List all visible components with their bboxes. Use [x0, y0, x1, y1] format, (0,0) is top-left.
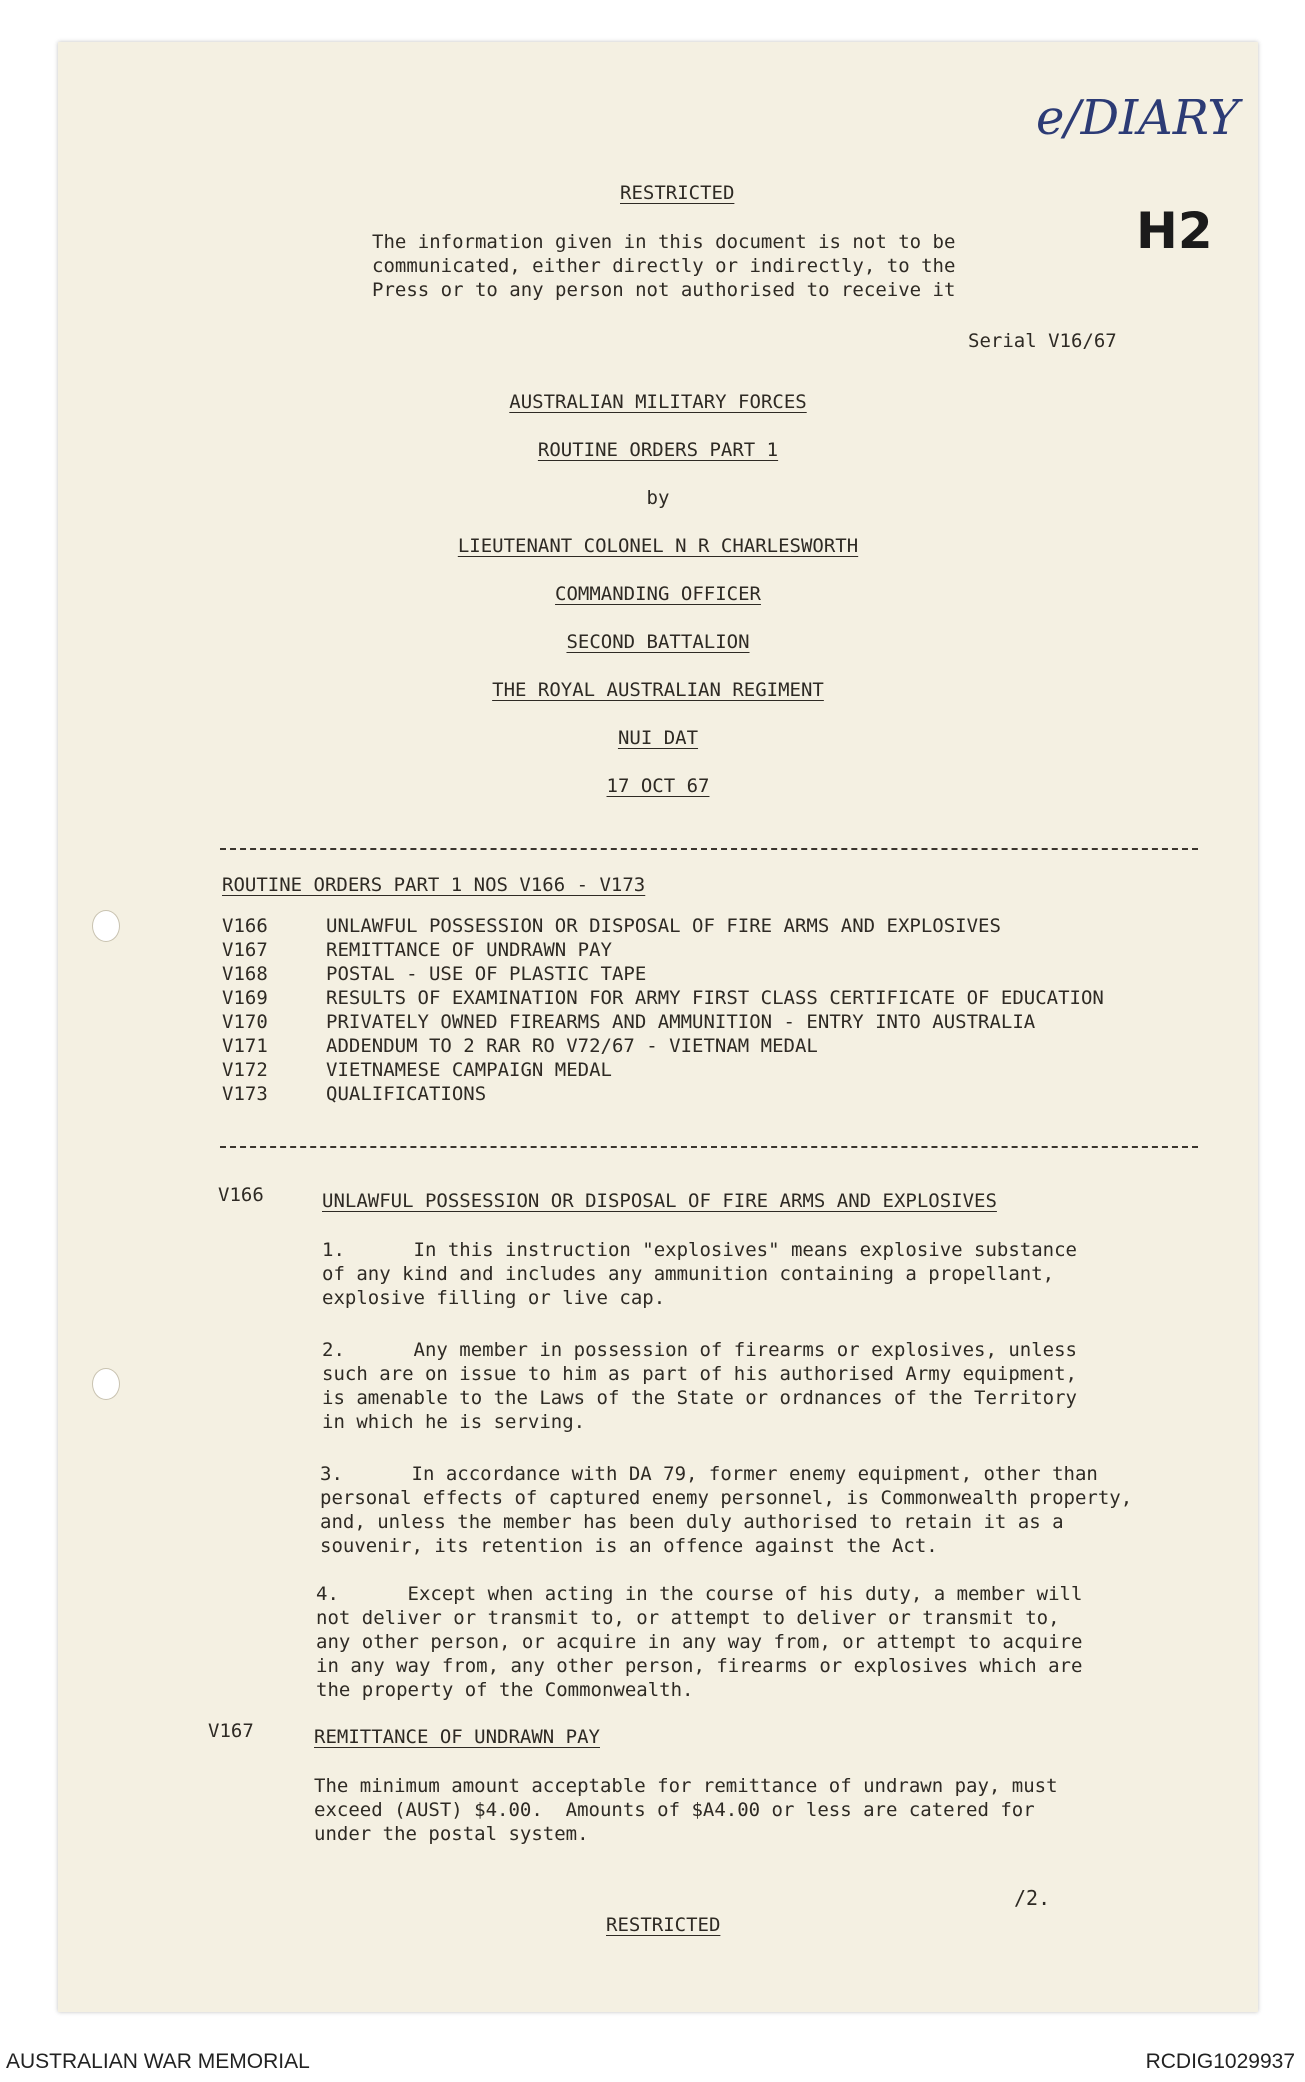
list-item — [222, 986, 1104, 1010]
item-title: VIETNAMESE CAMPAIGN MEDAL — [326, 1059, 612, 1081]
notice-line: communicated, either directly or indirectly, to the — [372, 255, 956, 277]
item-number: V173 — [222, 1083, 268, 1105]
item-title: UNLAWFUL POSSESSION OR DISPOSAL OF FIRE ARMS AND EXPLOSIVES — [326, 915, 1001, 937]
title-location: NUI DAT — [617, 727, 699, 749]
paragraph-3: 3. In accordance with DA 79, former enemy equipment, other than personal effects of captured enemy personnel, is Commonwealth property, and, unless the member has been duly authorised to retain it as a souvenir, its retention is an offence against the Act. — [320, 1463, 1133, 1557]
list-item — [222, 1082, 1104, 1106]
paragraph-v167: The minimum amount acceptable for remittance of undrawn pay, must exceed (AUST) $4.00. Amounts of $A4.00 or less are catered for under the postal system. — [314, 1775, 1058, 1845]
page-marker: /2. — [1014, 1886, 1051, 1910]
title-block — [258, 378, 1058, 810]
section-heading-v166: UNLAWFUL POSSESSION OR DISPOSAL OF FIRE ARMS AND EXPLOSIVES — [322, 1190, 997, 1212]
item-number: V166 — [222, 915, 268, 937]
classification-top: RESTRICTED — [620, 182, 735, 204]
section-number-v166: V166 — [218, 1184, 264, 1206]
paragraph-2: 2. Any member in possession of firearms or explosives, unless such are on issue to him as part of his authorised Army equipment, is amenable to the Laws of the State or ordnances of the Territory in which he is serving. — [322, 1339, 1077, 1433]
list-item — [222, 914, 1104, 938]
classification-bottom: RESTRICTED — [606, 1914, 721, 1936]
title-regiment: THE ROYAL AUSTRALIAN REGIMENT — [492, 679, 824, 701]
item-title: ADDENDUM TO 2 RAR RO V72/67 - VIETNAM MEDAL — [326, 1035, 818, 1057]
paragraph-4: 4. Except when acting in the course of his duty, a member will not deliver or transmit to, or attempt to deliver or transmit to, any other person, or acquire in any way from, or attempt to acquire in any way from, any other person, firearms or explosives which are the property of the Commonwealth. — [316, 1583, 1083, 1701]
document-page — [58, 42, 1258, 2012]
title-commander-role: COMMANDING OFFICER — [555, 583, 761, 605]
item-number: V167 — [222, 939, 268, 961]
divider-top — [220, 848, 1198, 850]
list-item — [222, 962, 1104, 986]
item-number: V169 — [222, 987, 268, 1009]
title-commander-name: LIEUTENANT COLONEL N R CHARLESWORTH — [457, 535, 859, 557]
footer-right: RCDIG1029937 — [1145, 2050, 1295, 2073]
footer-left: AUSTRALIAN WAR MEMORIAL — [6, 2050, 310, 2073]
item-title: QUALIFICATIONS — [326, 1083, 487, 1105]
item-number: V170 — [222, 1011, 268, 1033]
title-forces: AUSTRALIAN MILITARY FORCES — [509, 391, 807, 413]
contents-heading: ROUTINE ORDERS PART 1 NOS V166 - V173 — [222, 874, 646, 896]
item-number: V171 — [222, 1035, 268, 1057]
list-item — [222, 938, 1104, 962]
title-date: 17 OCT 67 — [606, 775, 710, 797]
handwritten-diary-note: e/DIARY — [1036, 90, 1240, 146]
notice-line: The information given in this document is not to be — [372, 231, 956, 253]
title-battalion: SECOND BATTALION — [566, 631, 750, 653]
item-title: REMITTANCE OF UNDRAWN PAY — [326, 939, 612, 961]
contents-list — [222, 914, 1104, 1106]
punch-hole — [92, 1368, 120, 1400]
title-by: by — [646, 487, 670, 509]
paragraph-1: 1. In this instruction "explosives" means explosive substance of any kind and includes any ammunition containing a propellant, explosive filling or live cap. — [322, 1239, 1077, 1309]
handwritten-h2-note: H2 — [1136, 202, 1213, 260]
list-item — [222, 1010, 1104, 1034]
serial-number: Serial V16/67 — [968, 330, 1117, 352]
section-heading-v167: REMITTANCE OF UNDRAWN PAY — [314, 1726, 600, 1748]
item-title: POSTAL - USE OF PLASTIC TAPE — [326, 963, 647, 985]
punch-hole — [92, 910, 120, 942]
item-title: PRIVATELY OWNED FIREARMS AND AMMUNITION - ENTRY INTO AUSTRALIA — [326, 1011, 1036, 1033]
list-item — [222, 1058, 1104, 1082]
list-item — [222, 1034, 1104, 1058]
item-number: V168 — [222, 963, 268, 985]
divider-bottom — [220, 1146, 1198, 1148]
title-routine-orders: ROUTINE ORDERS PART 1 — [537, 439, 779, 461]
item-number: V172 — [222, 1059, 268, 1081]
section-number-v167: V167 — [208, 1720, 254, 1742]
restriction-notice — [372, 230, 955, 302]
notice-line: Press or to any person not authorised to receive it — [372, 279, 956, 301]
item-title: RESULTS OF EXAMINATION FOR ARMY FIRST CLASS CERTIFICATE OF EDUCATION — [326, 987, 1104, 1009]
